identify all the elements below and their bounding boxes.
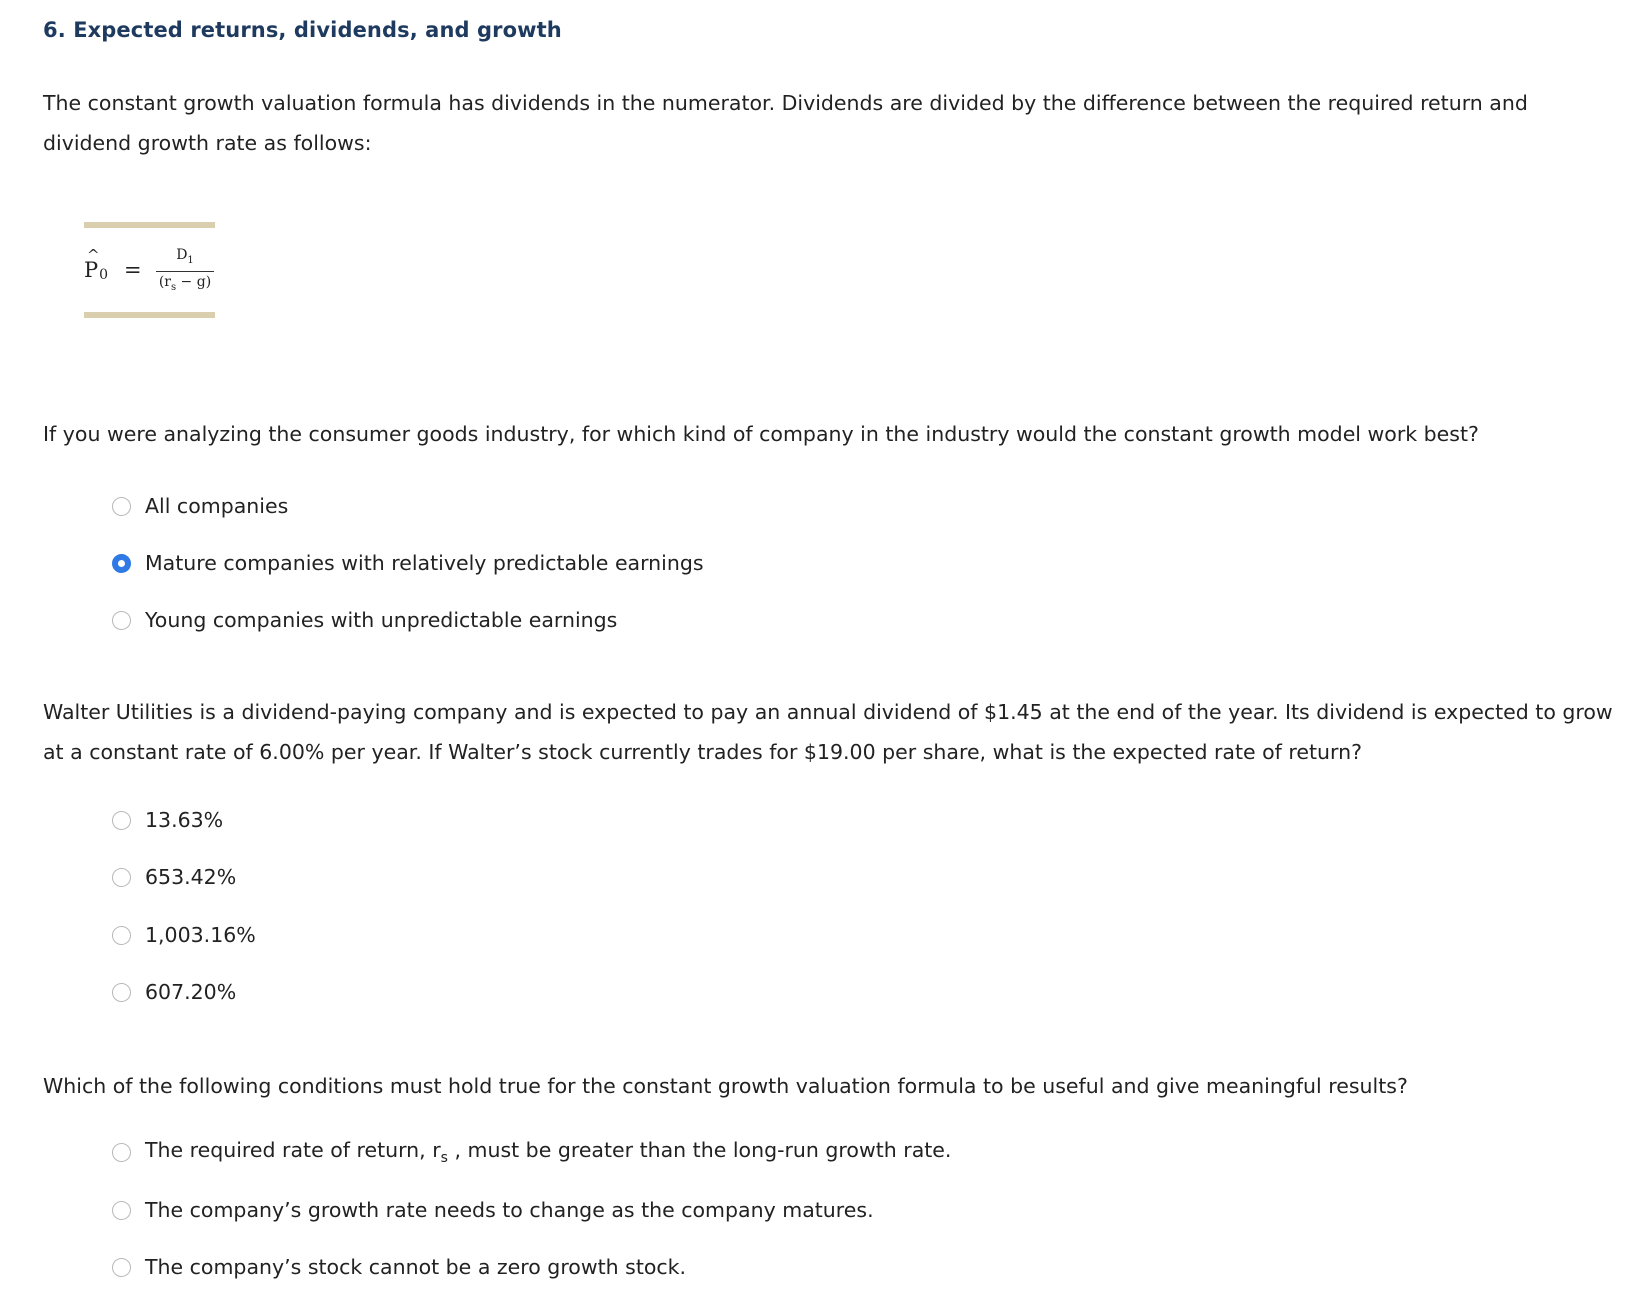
q3-option-required-return[interactable] [112, 1137, 951, 1167]
formula-lhs [84, 246, 109, 283]
radio-button[interactable] [112, 611, 131, 630]
formula-denominator [156, 273, 214, 297]
option-label: Mature companies with relatively predictable earnings [145, 551, 704, 575]
formula-equals: = [124, 258, 142, 282]
option-label: Young companies with unpredictable earnings [145, 608, 618, 632]
formula-lhs-subscript: 0 [99, 267, 109, 283]
formula-fraction [156, 246, 214, 297]
formula-lhs-symbol: P [84, 258, 99, 282]
option-label-before: The required rate of return, r [145, 1137, 441, 1162]
q3-option-zero-growth[interactable] [112, 1252, 686, 1282]
option-label: 13.63% [145, 808, 224, 832]
radio-button[interactable] [112, 811, 131, 830]
question2-prompt: Walter Utilities is a dividend-paying company and is expected to pay an annual dividend of $1.45 at the end of the year. Its dividend is expected to grow at a constant rate of 6.00% per year. If Walter’s stock currently trades for $19.00 per share, what is the expected rate of return? [43, 700, 1613, 764]
formula-denominator-close: − g) [176, 273, 212, 290]
option-label-subscript: s [440, 1150, 448, 1167]
radio-button-selected[interactable] [112, 554, 131, 573]
formula-numerator-subscript: 1 [187, 254, 194, 266]
constant-growth-formula [84, 222, 214, 320]
option-label: All companies [145, 494, 289, 518]
radio-button[interactable] [112, 868, 131, 887]
radio-button[interactable] [112, 926, 131, 945]
q1-option-young-companies[interactable] [112, 605, 617, 635]
option-label: The company’s growth rate needs to change as the company matures. [145, 1198, 874, 1222]
radio-button[interactable] [112, 1143, 131, 1162]
section-title: 6. Expected returns, dividends, and growth [43, 18, 562, 42]
option-label: 1,003.16% [145, 923, 256, 947]
formula-hat: ^ [87, 246, 100, 264]
option-label: 653.42% [145, 865, 237, 889]
intro-text: The constant growth valuation formula has dividends in the numerator. Dividends are divided by the difference between the required return and dividend growth rate as follows: [43, 91, 1528, 155]
formula-fraction-bar [156, 271, 214, 272]
radio-button[interactable] [112, 983, 131, 1002]
formula-numerator-symbol: D [176, 247, 188, 263]
radio-button[interactable] [112, 1258, 131, 1277]
option-label: The company’s stock cannot be a zero growth stock. [145, 1255, 687, 1279]
option-label: 607.20% [145, 980, 237, 1004]
formula-top-rule [84, 222, 215, 228]
q2-option-1[interactable] [112, 805, 223, 835]
formula-bottom-rule [84, 312, 215, 318]
q1-option-mature-companies[interactable] [112, 548, 704, 578]
q2-option-2[interactable] [112, 862, 236, 892]
radio-button[interactable] [112, 497, 131, 516]
radio-button[interactable] [112, 1201, 131, 1220]
question1-prompt: If you were analyzing the consumer goods industry, for which kind of company in the industry would the constant growth model work best? [43, 422, 1479, 446]
option-label [145, 1138, 951, 1166]
q3-option-growth-change[interactable] [112, 1195, 874, 1225]
option-label-after: , must be greater than the long-run growth rate. [447, 1137, 952, 1162]
q2-option-4[interactable] [112, 977, 236, 1007]
q2-option-3[interactable] [112, 920, 256, 950]
q1-option-all-companies[interactable] [112, 491, 288, 521]
formula-numerator [156, 246, 214, 270]
question3-prompt: Which of the following conditions must hold true for the constant growth valuation formula to be useful and give meaningful results? [43, 1074, 1408, 1098]
formula-denominator-subscript: s [170, 281, 177, 293]
formula-denominator-open: (r [158, 273, 171, 290]
